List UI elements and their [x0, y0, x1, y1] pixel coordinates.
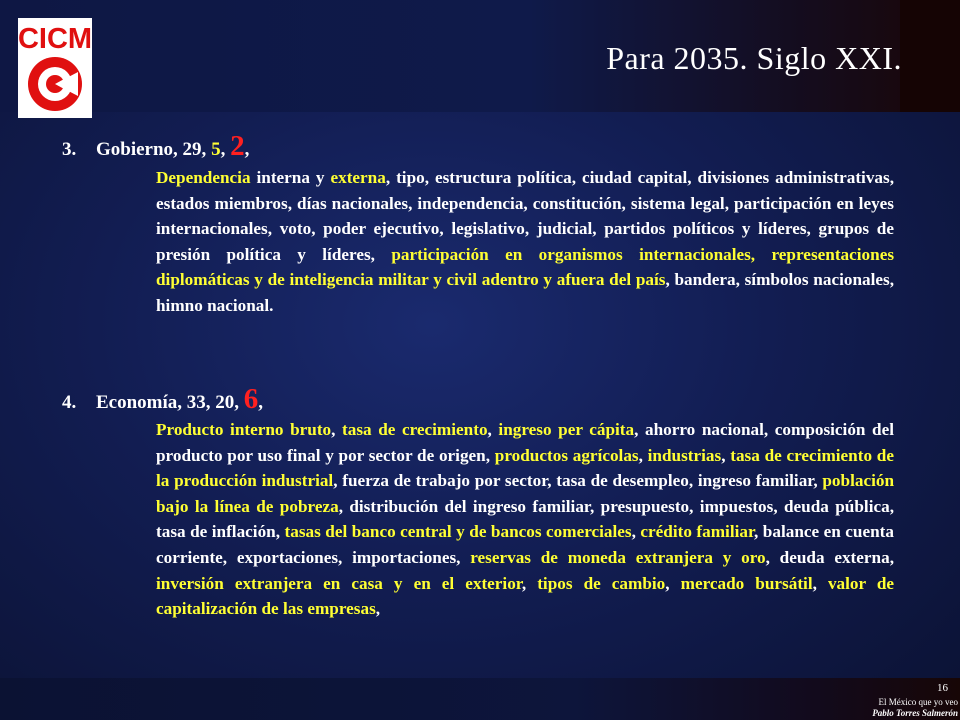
heading-yellow-number: 5 — [211, 139, 221, 160]
highlighted-term: productos agrícolas — [494, 445, 639, 465]
body-text: , tipo, estructura política, ciudad capital, divisiones administrativas, estados miembros, días nacionales, independencia, constitución, sistema legal, participación en leyes internacionales, voto, poder ejecutivo, legislativo, judicial, partidos políticos y líderes, grupos de presión política y líderes, — [156, 168, 894, 264]
section-heading-economia — [62, 383, 263, 416]
logo-text: CICM — [18, 23, 92, 55]
body-text: , deuda externa, — [765, 547, 894, 567]
highlighted-term: reservas de moneda extranjera y oro — [470, 547, 766, 567]
section-paragraph-gobierno — [156, 165, 894, 319]
highlighted-term: tasa de crecimiento — [342, 420, 488, 439]
heading-red-number: 2 — [230, 130, 245, 162]
highlighted-term: tasa de crecimiento de la producción industrial — [156, 445, 894, 491]
section-paragraph-economia — [156, 417, 894, 622]
highlighted-term: valor de capitalización de las empresas — [156, 573, 895, 619]
heading-text: Gobierno, 29, — [96, 139, 212, 160]
highlighted-term: población bajo la línea de pobreza — [156, 471, 895, 516]
cicm-logo — [18, 18, 92, 118]
highlighted-term: Dependencia — [156, 168, 251, 187]
page-number: 16 — [937, 682, 948, 694]
highlighted-term: participación en organismos internacionales, representaciones diplomáticas y de inteligencia militar y civil adentro y afuera del país — [156, 244, 895, 290]
body-text: , — [665, 573, 681, 593]
highlighted-term: ingreso per cápita — [498, 420, 635, 439]
body-text: , — [521, 573, 538, 593]
slide-title: Para 2035. Siglo XXI. — [606, 40, 902, 76]
highlighted-term: mercado bursátil — [680, 573, 813, 593]
highlighted-term: industrias — [647, 445, 722, 465]
body-text: , — [331, 420, 343, 439]
footer-book-title: El México que yo veo — [878, 697, 958, 707]
body-text: interna y — [250, 168, 331, 187]
section-heading-gobierno — [62, 130, 249, 163]
heading-red-number: 6 — [243, 383, 259, 415]
body-text: , — [487, 420, 499, 439]
body-text: , distribución del ingreso familiar, presupuesto, impuestos, deuda pública, tasa de inflación, — [156, 496, 894, 542]
heading-end: , — [258, 392, 264, 413]
body-text: , — [638, 445, 648, 465]
body-text: , fuerza de trabajo por sector, tasa de desempleo, ingreso familiar, — [333, 471, 823, 491]
highlighted-term: Producto interno bruto — [156, 420, 332, 439]
heading-end: , — [244, 139, 250, 160]
body-text: , bandera, símbolos nacionales, himno nacional. — [156, 270, 894, 315]
body-text: , — [812, 573, 828, 593]
highlighted-term: tipos de cambio — [537, 573, 666, 593]
heading-separator: , — [220, 139, 231, 160]
header-dark-corner — [900, 0, 960, 112]
section-number: 4. — [62, 392, 77, 413]
footer-bar — [0, 678, 960, 720]
heading-text: Economía, 33, 20, — [96, 392, 244, 413]
body-text: , balance en cuenta corriente, exportaciones, importaciones, — [156, 522, 894, 567]
highlighted-term: inversión extranjera en casa y en el exterior — [156, 573, 522, 593]
body-text: , ahorro nacional, composición del producto por uso final y por sector de origen, — [156, 420, 895, 465]
highlighted-term: externa — [330, 168, 386, 187]
body-text: , — [631, 522, 641, 542]
body-text: , — [721, 445, 731, 465]
body-text: , — [375, 599, 381, 619]
section-number: 3. — [62, 139, 77, 160]
highlighted-term: tasas del banco central y de bancos comerciales — [284, 522, 632, 542]
footer-author: Pablo Torres Salmerón — [872, 708, 958, 718]
highlighted-term: crédito familiar — [640, 522, 755, 542]
